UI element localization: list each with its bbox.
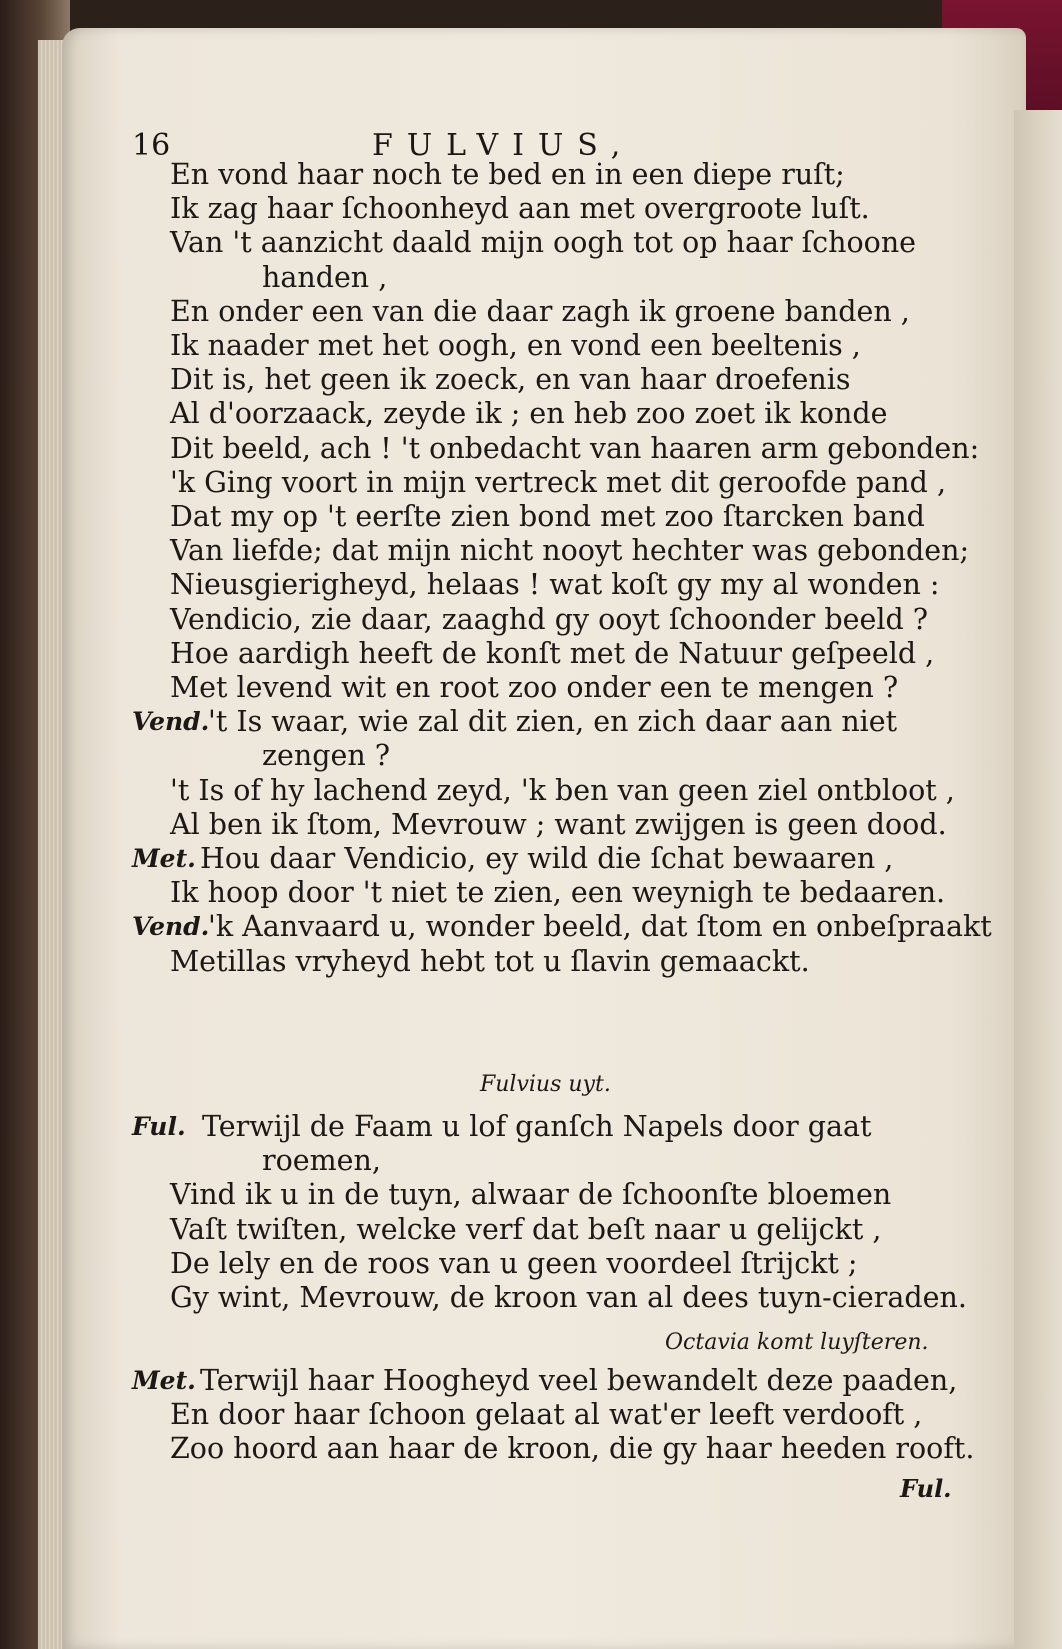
verse-line: Dit beeld, ach ! 't onbedacht van haaren arm gebonden: xyxy=(170,431,980,465)
catchword: Ful. xyxy=(900,1474,952,1503)
verse-line: Ik hoop door 't niet te zien, een weynigh te bedaaren. xyxy=(170,876,946,910)
verse-line: Met levend wit en root zoo onder een te mengen ? xyxy=(170,671,899,704)
verse-line: Van liefde; dat mijn nicht nooyt hechter was gebonden; xyxy=(170,534,970,568)
verse-line: Van 't aanzicht daald mijn oogh tot op haar ſchoone xyxy=(170,226,917,260)
facing-page-edge xyxy=(1014,110,1062,1649)
verse-line: Hoe aardigh heeft de konſt met de Natuur geſpeeld , xyxy=(170,636,935,670)
speaker-label: Ful. xyxy=(132,1112,186,1141)
verse-line: Al d'oorzaack, zeyde ik ; en heb zoo zoet ik konde xyxy=(170,397,888,431)
verse-line: Terwijl de Faam u lof ganſch Napels door gaat xyxy=(202,1110,872,1143)
speaker-label: Vend. xyxy=(132,912,210,942)
verse-line: Gy wint, Mevrouw, de kroon van al dees tuyn-cieraden. xyxy=(170,1281,967,1314)
verse-line: Dat my op 't eerſte zien bond met zoo ſtarcken band xyxy=(170,500,925,533)
verse-line: En vond haar noch te bed en in een diepe ruſt; xyxy=(170,158,845,191)
verse-line: Metillas vryheyd hebt tot u ſlavin gemaackt. xyxy=(170,944,810,978)
verse-line: roemen, xyxy=(262,1144,381,1178)
stage-direction: Octavia komt luyſteren. xyxy=(665,1330,929,1355)
running-title: FULVIUS, xyxy=(372,128,635,163)
verse-line: Vaſt twiſten, welcke verf dat beſt naar u gelijckt , xyxy=(170,1212,882,1246)
speaker-label: Vend. xyxy=(132,707,210,737)
verse-line: Ik zag haar ſchoonheyd aan met overgroote luſt. xyxy=(170,192,870,226)
verse-line: Vendicio, zie daar, zaaghd gy ooyt ſchoonder beeld ? xyxy=(170,602,929,636)
verse-line: Zoo hoord aan haar de kroon, die gy haar heeden rooft. xyxy=(170,1432,975,1466)
verse-line: Ik naader met het oogh, en vond een beeltenis , xyxy=(170,329,861,362)
verse-line: Vind ik u in de tuyn, alwaar de ſchoonſte bloemen xyxy=(170,1178,892,1212)
speaker-label: Met. xyxy=(132,844,196,873)
verse-line: Nieusgierigheyd, helaas ! wat koſt gy my al wonden : xyxy=(170,568,940,602)
verse-line: zengen ? xyxy=(262,739,391,773)
verse-line: Terwijl haar Hoogheyd veel bewandelt deze paaden, xyxy=(200,1364,958,1397)
verse-line: Hou daar Vendicio, ey wild die ſchat bewaaren , xyxy=(200,842,894,875)
speaker-label: Met. xyxy=(132,1366,196,1395)
verse-line: 't Is waar, wie zal dit zien, en zich daar aan niet xyxy=(208,705,898,739)
verse-line: En door haar ſchoon gelaat al wat'er leeft verdooft , xyxy=(170,1398,923,1432)
page-number: 16 xyxy=(132,128,171,163)
verse-line: Dit is, het geen ik zoeck, en van haar droefenis xyxy=(170,363,851,397)
verse-line: De lely en de roos van u geen voordeel ſtrijckt ; xyxy=(170,1246,858,1280)
verse-line: En onder een van die daar zagh ik groene banden , xyxy=(170,294,910,328)
verse-line: 'k Ging voort in mijn vertreck met dit geroofde pand , xyxy=(170,465,946,499)
verse-line: 't Is of hy lachend zeyd, 'k ben van geen ziel ontbloot , xyxy=(170,773,955,807)
scene-heading: Fulvius uyt. xyxy=(480,1072,611,1097)
verse-line: Al ben ik ſtom, Mevrouw ; want zwijgen is geen dood. xyxy=(170,807,947,841)
verse-line: handen , xyxy=(262,260,388,294)
verse-line: 'k Aanvaard u, wonder beeld, dat ſtom en onbeſpraakt xyxy=(208,910,992,944)
